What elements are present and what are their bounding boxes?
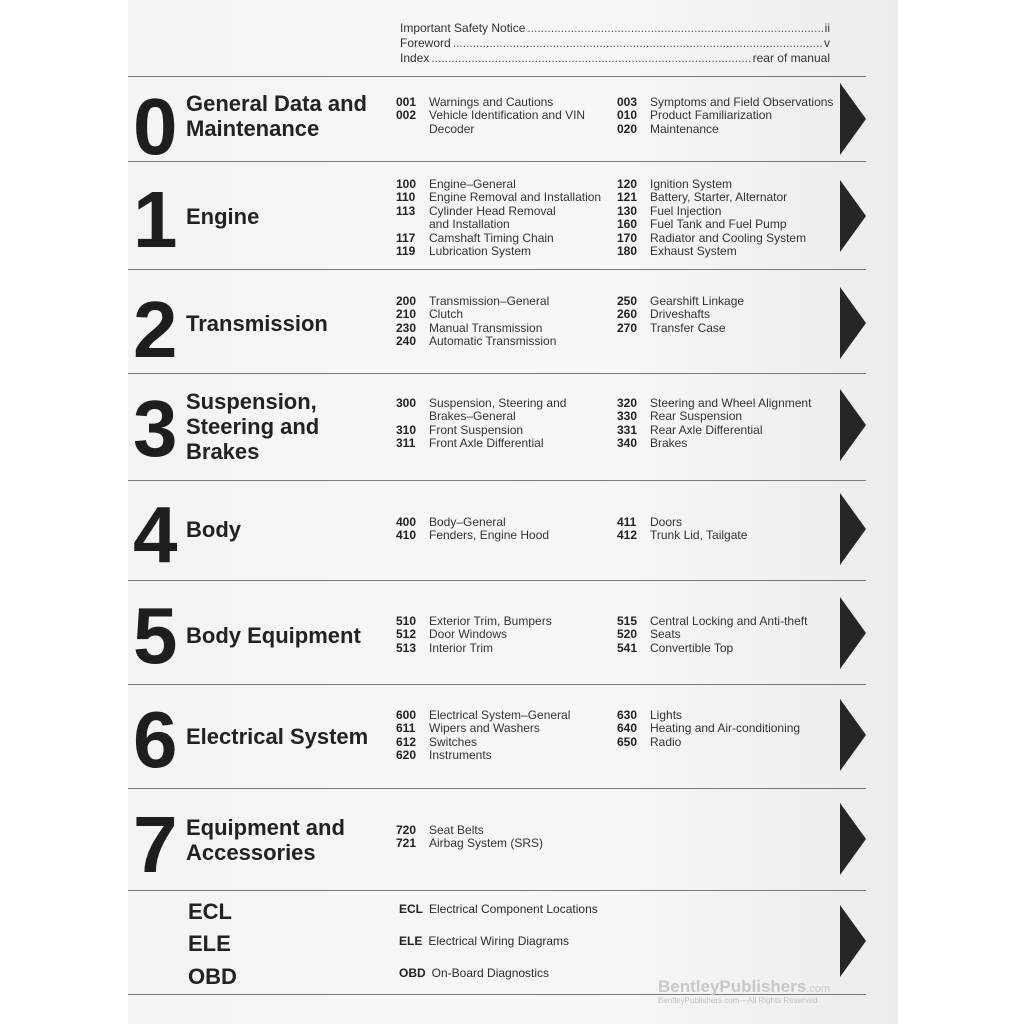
section-title-line: Steering and (186, 414, 320, 439)
topic-code (396, 410, 429, 423)
topic-code: 117 (396, 230, 416, 245)
section-title-line: Body Equipment (186, 623, 361, 648)
topic-name: Brakes (650, 436, 688, 451)
topic-name: Lubrication System (429, 244, 532, 259)
topic-code: 121 (617, 190, 638, 205)
section-abbr: ELE (188, 931, 231, 956)
topic-code: 320 (617, 396, 638, 410)
entry-label: Foreword (400, 36, 451, 50)
entry-label: Index (400, 51, 430, 65)
topic-code: 130 (617, 203, 638, 218)
topic-name: Battery, Starter, Alternator (650, 190, 788, 205)
topic-entry[interactable] (617, 191, 806, 204)
section-title-line: Engine (186, 204, 260, 229)
topic-code: 001 (396, 95, 417, 109)
topic-list-right (617, 397, 811, 451)
section-abbr: OBD (188, 964, 237, 989)
front-matter-list (400, 21, 830, 66)
topic-code: 630 (617, 708, 638, 722)
topic-code: 300 (396, 396, 417, 410)
topic-entry[interactable] (617, 245, 806, 258)
entry-page: rear of manual (752, 51, 830, 65)
topic-code: 100 (396, 177, 417, 191)
topic-list-right (617, 295, 744, 335)
topic-name: Doors (650, 515, 683, 529)
section-title (186, 623, 361, 648)
section-title (186, 517, 241, 542)
topic-name: Suspension, Steering and (429, 396, 567, 410)
dot-leader (527, 21, 822, 36)
topic-entry[interactable] (396, 123, 585, 136)
topic-entry[interactable] (396, 308, 556, 321)
section-title-line: Body (186, 517, 241, 542)
topic-code: 311 (396, 436, 416, 451)
topic-code: 612 (396, 734, 417, 749)
topic-code: 170 (617, 230, 638, 245)
section-title (186, 91, 367, 141)
topic-code: 720 (396, 823, 417, 837)
topic-code: 160 (617, 217, 638, 232)
topic-code: 411 (617, 515, 637, 529)
topic-entry[interactable] (396, 424, 566, 437)
topic-entry[interactable] (617, 424, 811, 437)
topic-name: Seats (650, 627, 681, 642)
section-title (186, 389, 319, 464)
topic-entry[interactable] (617, 178, 806, 191)
topic-entry[interactable] (617, 722, 800, 735)
topic-entry[interactable] (617, 308, 744, 321)
section-title-line: Accessories (186, 840, 316, 865)
topic-list-left (396, 397, 566, 451)
section-1 (128, 161, 866, 270)
topic-list-left (396, 96, 585, 136)
topic-code: 210 (396, 307, 417, 322)
topic-name: Gearshift Linkage (650, 294, 745, 308)
topic-code: ELE (399, 934, 423, 948)
topic-name: and Installation (429, 217, 510, 232)
topic-entry[interactable] (617, 615, 807, 628)
section-abbr: ECL (188, 899, 232, 924)
topic-name: Seat Belts (429, 823, 484, 837)
topic-name: Front Suspension (429, 422, 524, 437)
topic-name: Fenders, Engine Hood (429, 528, 550, 543)
topic-name: Vehicle Identification and VIN (429, 108, 586, 123)
topic-code: 119 (396, 244, 416, 259)
topic-entry[interactable] (396, 410, 566, 423)
section-tab-arrow-icon[interactable] (840, 83, 866, 155)
topic-code: 412 (617, 528, 638, 543)
topic-entry[interactable] (617, 709, 800, 722)
topic-code: 230 (396, 320, 417, 335)
topic-code: 250 (617, 294, 638, 308)
section-7 (128, 788, 866, 891)
topic-name: Airbag System (SRS) (429, 836, 544, 851)
topic-code: 611 (396, 721, 416, 736)
topic-entry[interactable] (396, 205, 601, 218)
topic-name: Warnings and Cautions (429, 95, 554, 109)
topic-name: Exterior Trim, Bumpers (429, 614, 552, 628)
topic-entry[interactable] (617, 96, 833, 109)
topic-entry[interactable] (399, 934, 569, 948)
section-title-line: Brakes (186, 439, 260, 464)
topic-list-right (617, 96, 833, 136)
topic-entry[interactable] (617, 218, 806, 231)
topic-code: 410 (396, 528, 417, 543)
section-6 (128, 684, 866, 789)
topic-name: Transmission–General (429, 294, 550, 308)
topic-name: Interior Trim (429, 640, 494, 655)
section-title-line: Suspension, (186, 389, 317, 414)
topic-entry[interactable] (396, 615, 552, 628)
topic-name: Engine–General (429, 177, 516, 191)
entry-label: Important Safety Notice (400, 21, 526, 35)
topic-entry[interactable] (396, 397, 566, 410)
topic-code: 270 (617, 320, 638, 335)
topic-code: 640 (617, 721, 638, 736)
topic-code: 515 (617, 614, 638, 628)
topic-name: Manual Transmission (429, 320, 543, 335)
topic-list-left (396, 615, 552, 655)
topic-entry[interactable] (617, 529, 747, 542)
topic-name: Convertible Top (650, 640, 734, 655)
topic-name: Door Windows (429, 627, 508, 642)
section-0 (128, 76, 866, 171)
topic-name: Product Familiarization (650, 108, 773, 123)
topic-entry[interactable] (396, 628, 552, 641)
topic-entry[interactable] (617, 232, 806, 245)
topic-name: Central Locking and Anti-theft (650, 614, 808, 628)
topic-entry[interactable] (617, 736, 800, 749)
section-number: 2 (133, 285, 178, 374)
topic-entry[interactable] (396, 642, 552, 655)
topic-code: 120 (617, 177, 638, 191)
topic-entry[interactable] (396, 437, 566, 450)
topic-code (396, 123, 429, 136)
section-title-line: General Data and (186, 91, 367, 116)
topic-entry[interactable] (617, 295, 744, 308)
section-tab-arrow-icon[interactable] (840, 180, 866, 252)
topic-code: 330 (617, 409, 638, 424)
section-title (186, 204, 259, 229)
section-number: 3 (133, 384, 178, 473)
front-matter-entry[interactable] (400, 36, 830, 51)
topic-entry[interactable] (396, 245, 601, 258)
topic-code: 003 (617, 95, 638, 109)
topic-name: Steering and Wheel Alignment (650, 396, 812, 410)
topic-name: Fuel Tank and Fuel Pump (650, 217, 787, 232)
section-number: 4 (133, 490, 178, 579)
topic-code: 721 (396, 836, 417, 851)
topic-list-left (396, 709, 570, 763)
topic-entry[interactable] (396, 736, 570, 749)
section-title-line: Electrical System (186, 724, 369, 749)
topic-list-right (617, 516, 747, 543)
topic-code: 002 (396, 108, 417, 123)
topic-entry[interactable] (617, 205, 806, 218)
topic-code: 650 (617, 734, 638, 749)
topic-list-left (396, 295, 556, 349)
topic-code: 513 (396, 640, 417, 655)
topic-code: 400 (396, 515, 417, 529)
entry-page: ii (824, 21, 830, 35)
topic-entry[interactable] (617, 322, 744, 335)
topic-entry[interactable] (399, 966, 549, 980)
topic-code: ECL (399, 902, 423, 916)
topic-entry[interactable] (617, 109, 833, 122)
topic-name: Electrical Component Locations (429, 902, 598, 916)
topic-entry[interactable] (617, 397, 811, 410)
section-4 (128, 480, 866, 581)
topic-list-right (617, 178, 806, 258)
topic-name: Maintenance (650, 121, 719, 136)
topic-entry[interactable] (396, 109, 585, 122)
topic-list-right (617, 709, 800, 749)
topic-entry[interactable] (396, 191, 601, 204)
section-title (186, 815, 345, 865)
section-number: 1 (133, 175, 178, 264)
topic-name: Driveshafts (650, 307, 711, 322)
topic-list-left (396, 824, 543, 851)
section-title-line: Maintenance (186, 116, 320, 141)
topic-code: 260 (617, 307, 638, 322)
section-tab-arrow-icon[interactable] (840, 699, 866, 771)
dot-leader (431, 51, 750, 66)
dot-leader (453, 36, 822, 51)
topic-name: Wipers and Washers (429, 721, 540, 736)
topic-entry[interactable] (396, 218, 601, 231)
topic-name: Instruments (429, 748, 492, 763)
topic-name: Front Axle Differential (429, 436, 544, 451)
section-tab-arrow-icon[interactable] (840, 803, 866, 875)
topic-entry[interactable] (396, 722, 570, 735)
section-tab-arrow-icon[interactable] (840, 905, 866, 977)
topic-entry[interactable] (399, 902, 598, 916)
topic-entry[interactable] (396, 178, 601, 191)
section-3 (128, 373, 866, 481)
section-2 (128, 269, 866, 374)
topic-name: Automatic Transmission (429, 334, 557, 349)
topic-code: 240 (396, 334, 417, 349)
topic-name: Radiator and Cooling System (650, 230, 807, 245)
topic-name: Radio (650, 734, 682, 749)
topic-code: 331 (617, 422, 638, 437)
topic-name: Lights (650, 708, 683, 722)
topic-name: Ignition System (650, 177, 733, 191)
section-number: 7 (133, 800, 178, 889)
entry-page: v (824, 36, 830, 50)
topic-entry[interactable] (396, 335, 556, 348)
topic-entry[interactable] (617, 516, 747, 529)
topic-list-left (396, 178, 601, 258)
topic-list-left (396, 516, 549, 543)
front-matter-entry[interactable] (400, 21, 830, 36)
section-title (186, 311, 328, 336)
topic-name: Electrical System–General (429, 708, 571, 722)
section-number: 0 (133, 82, 178, 171)
section-title (186, 724, 368, 749)
topic-name: Fuel Injection (650, 203, 722, 218)
section-title-line: Equipment and (186, 815, 345, 840)
topic-name: Switches (429, 734, 478, 749)
topic-code: 340 (617, 436, 638, 451)
topic-name: Body–General (429, 515, 506, 529)
topic-entry[interactable] (396, 529, 549, 542)
section-tab-arrow-icon[interactable] (840, 597, 866, 669)
topic-name: Brakes–General (429, 409, 516, 424)
section-5 (128, 580, 866, 685)
topic-code: 180 (617, 244, 638, 259)
topic-name: Symptoms and Field Observations (650, 95, 834, 109)
topic-code: OBD (399, 966, 426, 980)
topic-entry[interactable] (396, 96, 585, 109)
topic-code: 113 (396, 203, 416, 218)
topic-name: Rear Axle Differential (650, 422, 763, 437)
topic-code: 620 (396, 748, 417, 763)
topic-code: 310 (396, 422, 417, 437)
front-matter-entry[interactable] (400, 51, 830, 66)
section-tab-arrow-icon[interactable] (840, 493, 866, 565)
topic-name: Engine Removal and Installation (429, 190, 602, 205)
topic-entry[interactable] (617, 437, 811, 450)
topic-entry[interactable] (396, 709, 570, 722)
topic-code: 600 (396, 708, 417, 722)
topic-code: 520 (617, 627, 638, 642)
topic-entry[interactable] (396, 295, 556, 308)
topic-name: Rear Suspension (650, 409, 743, 424)
topic-code: 010 (617, 108, 638, 123)
section-title-line: Transmission (186, 311, 328, 336)
topic-code: 020 (617, 121, 638, 136)
watermark: BentleyPublishers.com (658, 977, 831, 996)
manual-contents-page (128, 0, 898, 1024)
topic-code: 510 (396, 614, 417, 628)
topic-name: Transfer Case (650, 320, 726, 335)
topic-code (396, 218, 429, 231)
topic-code: 541 (617, 640, 638, 655)
topic-list-right (617, 615, 807, 655)
topic-entry[interactable] (396, 824, 543, 837)
topic-entry[interactable] (617, 123, 833, 136)
section-tab-arrow-icon[interactable] (840, 287, 866, 359)
topic-name: Electrical Wiring Diagrams (428, 934, 570, 948)
topic-name: Clutch (429, 307, 464, 322)
section-number: 6 (133, 695, 178, 784)
topic-name: Exhaust System (650, 244, 737, 259)
topic-entry[interactable] (396, 232, 601, 245)
section-number: 5 (133, 591, 178, 680)
topic-name: Trunk Lid, Tailgate (650, 528, 748, 543)
topic-entry[interactable] (396, 322, 556, 335)
topic-code: 110 (396, 190, 416, 205)
topic-entry[interactable] (396, 749, 570, 762)
watermark-rights: BentleyPublishers.com—All Rights Reserved (658, 996, 818, 1005)
topic-name: Cylinder Head Removal (429, 203, 556, 218)
topic-name: On-Board Diagnostics (431, 966, 550, 980)
topic-entry[interactable] (617, 410, 811, 423)
topic-code: 512 (396, 627, 417, 642)
topic-entry[interactable] (396, 837, 543, 850)
topic-code: 200 (396, 294, 417, 308)
topic-entry[interactable] (617, 642, 807, 655)
section-tab-arrow-icon[interactable] (840, 389, 866, 461)
topic-entry[interactable] (617, 628, 807, 641)
topic-name: Heating and Air-conditioning (650, 721, 801, 736)
topic-name: Camshaft Timing Chain (429, 230, 554, 245)
topic-name: Decoder (429, 121, 475, 136)
topic-entry[interactable] (396, 516, 549, 529)
